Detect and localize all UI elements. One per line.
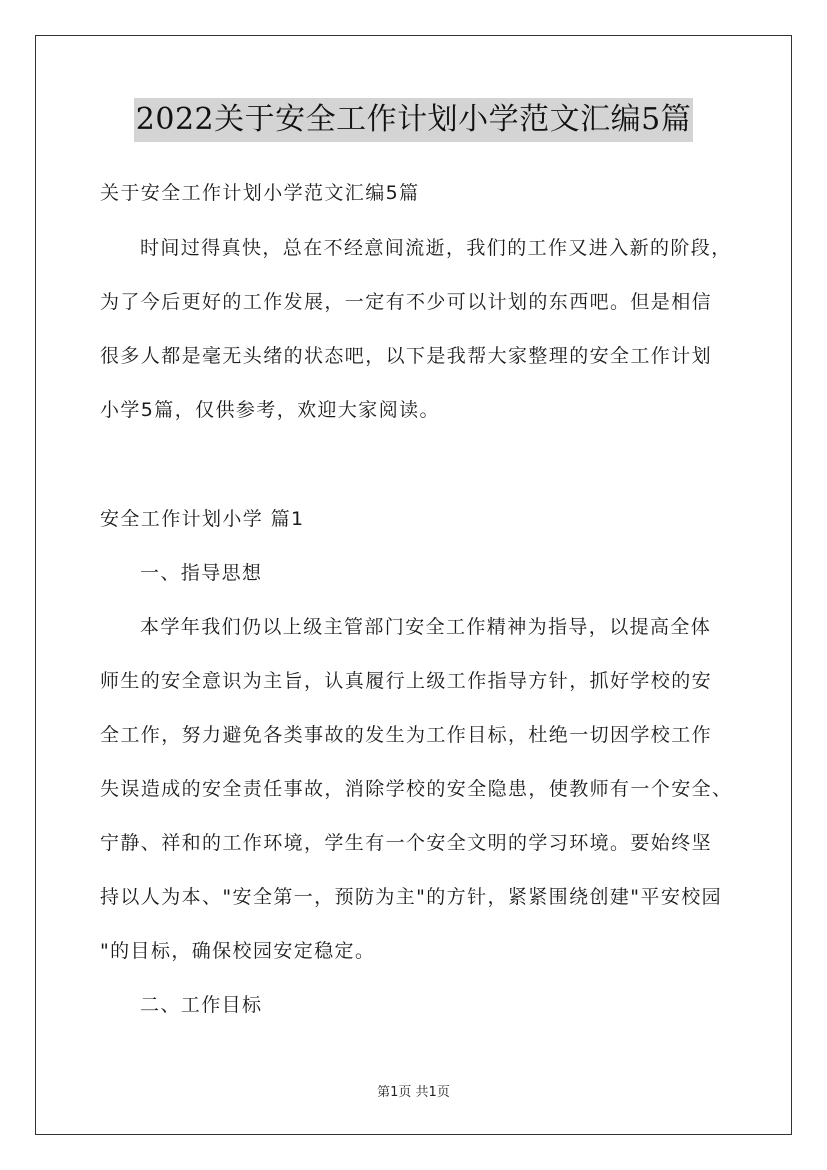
part1-line-4: 失误造成的安全责任事故，消除学校的安全隐患，使教师有一个安全、	[100, 778, 733, 800]
part1-line-6: 持以人为本、"安全第一，预防为主"的方针，紧紧围绕创建"平安校园	[100, 886, 723, 908]
part-heading-1: 一、指导思想	[140, 562, 263, 584]
part1-line-1: 本学年我们仍以上级主管部门安全工作精神为指导，以提高全体	[140, 616, 712, 638]
intro-line-1: 时间过得真快，总在不经意间流逝，我们的工作又进入新的阶段，	[140, 237, 732, 259]
document-title: 2022关于安全工作计划小学范文汇编5篇	[134, 98, 693, 142]
section-heading-1: 安全工作计划小学 篇1	[100, 508, 305, 530]
part1-line-2: 师生的安全意识为主旨，认真履行上级工作指导方针，抓好学校的安	[100, 670, 713, 692]
part1-line-3: 全工作，努力避免各类事故的发生为工作目标，杜绝一切因学校工作	[100, 724, 713, 746]
part1-line-5: 宁静、祥和的工作环境，学生有一个安全文明的学习环境。要始终坚	[100, 832, 713, 854]
intro-line-3: 很多人都是毫无头绪的状态吧，以下是我帮大家整理的安全工作计划	[100, 345, 713, 367]
document-subtitle: 关于安全工作计划小学范文汇编5篇	[100, 182, 420, 204]
intro-line-4: 小学5篇，仅供参考，欢迎大家阅读。	[100, 399, 440, 421]
part1-line-7: "的目标，确保校园安定稳定。	[100, 940, 376, 962]
title-container	[0, 98, 827, 142]
page-footer: 第1页 共1页	[377, 1085, 450, 1100]
intro-line-2: 为了今后更好的工作发展，一定有不少可以计划的东西吧。但是相信	[100, 291, 713, 313]
part-heading-2: 二、工作目标	[140, 994, 263, 1016]
